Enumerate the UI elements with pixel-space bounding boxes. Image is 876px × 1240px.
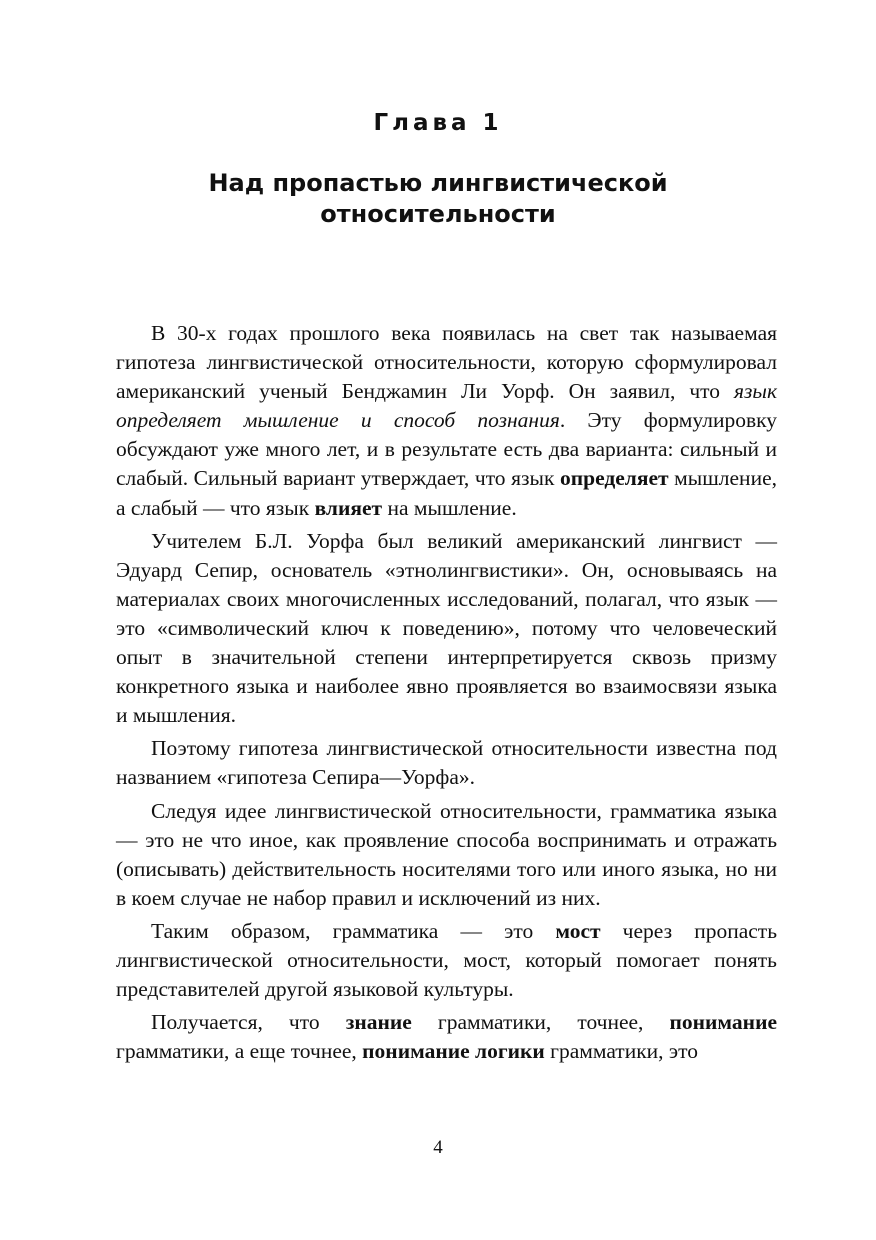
bold-term: понимание (669, 1010, 777, 1035)
paragraph-6 (116, 1008, 777, 1066)
chapter-title (0, 168, 876, 230)
text-run: мышление, а слабый — что язык (116, 466, 777, 520)
paragraph-5 (116, 917, 777, 1004)
chapter-title-line-1: Над пропастью лингвистической (208, 169, 668, 197)
italic-phrase: язык определяет мышление и способ познания (116, 379, 777, 433)
text-run: . Эту формулировку обсуждают уже много лет, и в результате есть два варианта: сильный и слабый. Сильный вариант утверждает, что язык (116, 408, 777, 491)
text-run: Получается, что (151, 1010, 346, 1035)
bold-term: знание (345, 1010, 412, 1035)
paragraph-1 (116, 319, 777, 523)
page-number: 4 (433, 1137, 443, 1158)
text-run: В 30-х годах прошлого века появилась на свет так называемая гипотеза лингвистической относительности, которую сформулировал американский ученый Бенджамин Ли Уорф. Он заявил, что (116, 321, 777, 404)
text-run: на мышление. (382, 495, 517, 520)
bold-term: влияет (314, 495, 383, 520)
bold-term: мост (555, 918, 601, 943)
text-run: грамматики, точнее, (411, 1010, 670, 1035)
paragraph-3: Поэтому гипотеза лингвистической относительности известна под названием «гипотеза Сепира—Уорфа». (116, 736, 777, 790)
text-run: грамматики, это (544, 1039, 698, 1064)
text-run: через пропасть лингвистической относительности, мост, который помогает понять представителей другой языковой культуры. (116, 918, 778, 1002)
chapter-label: Глава 1 (373, 110, 503, 136)
paragraph-4: Следуя идее лингвистической относительности, грамматика языка — это не что иное, как проявление способа воспринимать и отражать (описывать) действительность носителями того или иного языка, но ни в коем случае не набор правил и исключений из них. (116, 798, 777, 910)
text-run: грамматики, а еще точнее, (116, 1039, 363, 1064)
bold-term: понимание логики (362, 1039, 545, 1064)
paragraph-2: Учителем Б.Л. Уорфа был великий американский лингвист — Эдуард Сепир, основатель «этнолингвистики». Он, основываясь на материалах своих многочисленных исследований, полагал, что язык — это «символический ключ к поведению», потому что человеческий опыт в значительной степени интерпретируется сквозь призму конкретного языка и наиболее явно проявляется во взаимосвязи языка и мышления. (116, 528, 777, 728)
chapter-title-line-2: относительности (320, 200, 556, 228)
bold-term: определяет (560, 466, 669, 491)
body-text (116, 319, 777, 1070)
text-run: Таким образом, грамматика — это (151, 918, 556, 943)
